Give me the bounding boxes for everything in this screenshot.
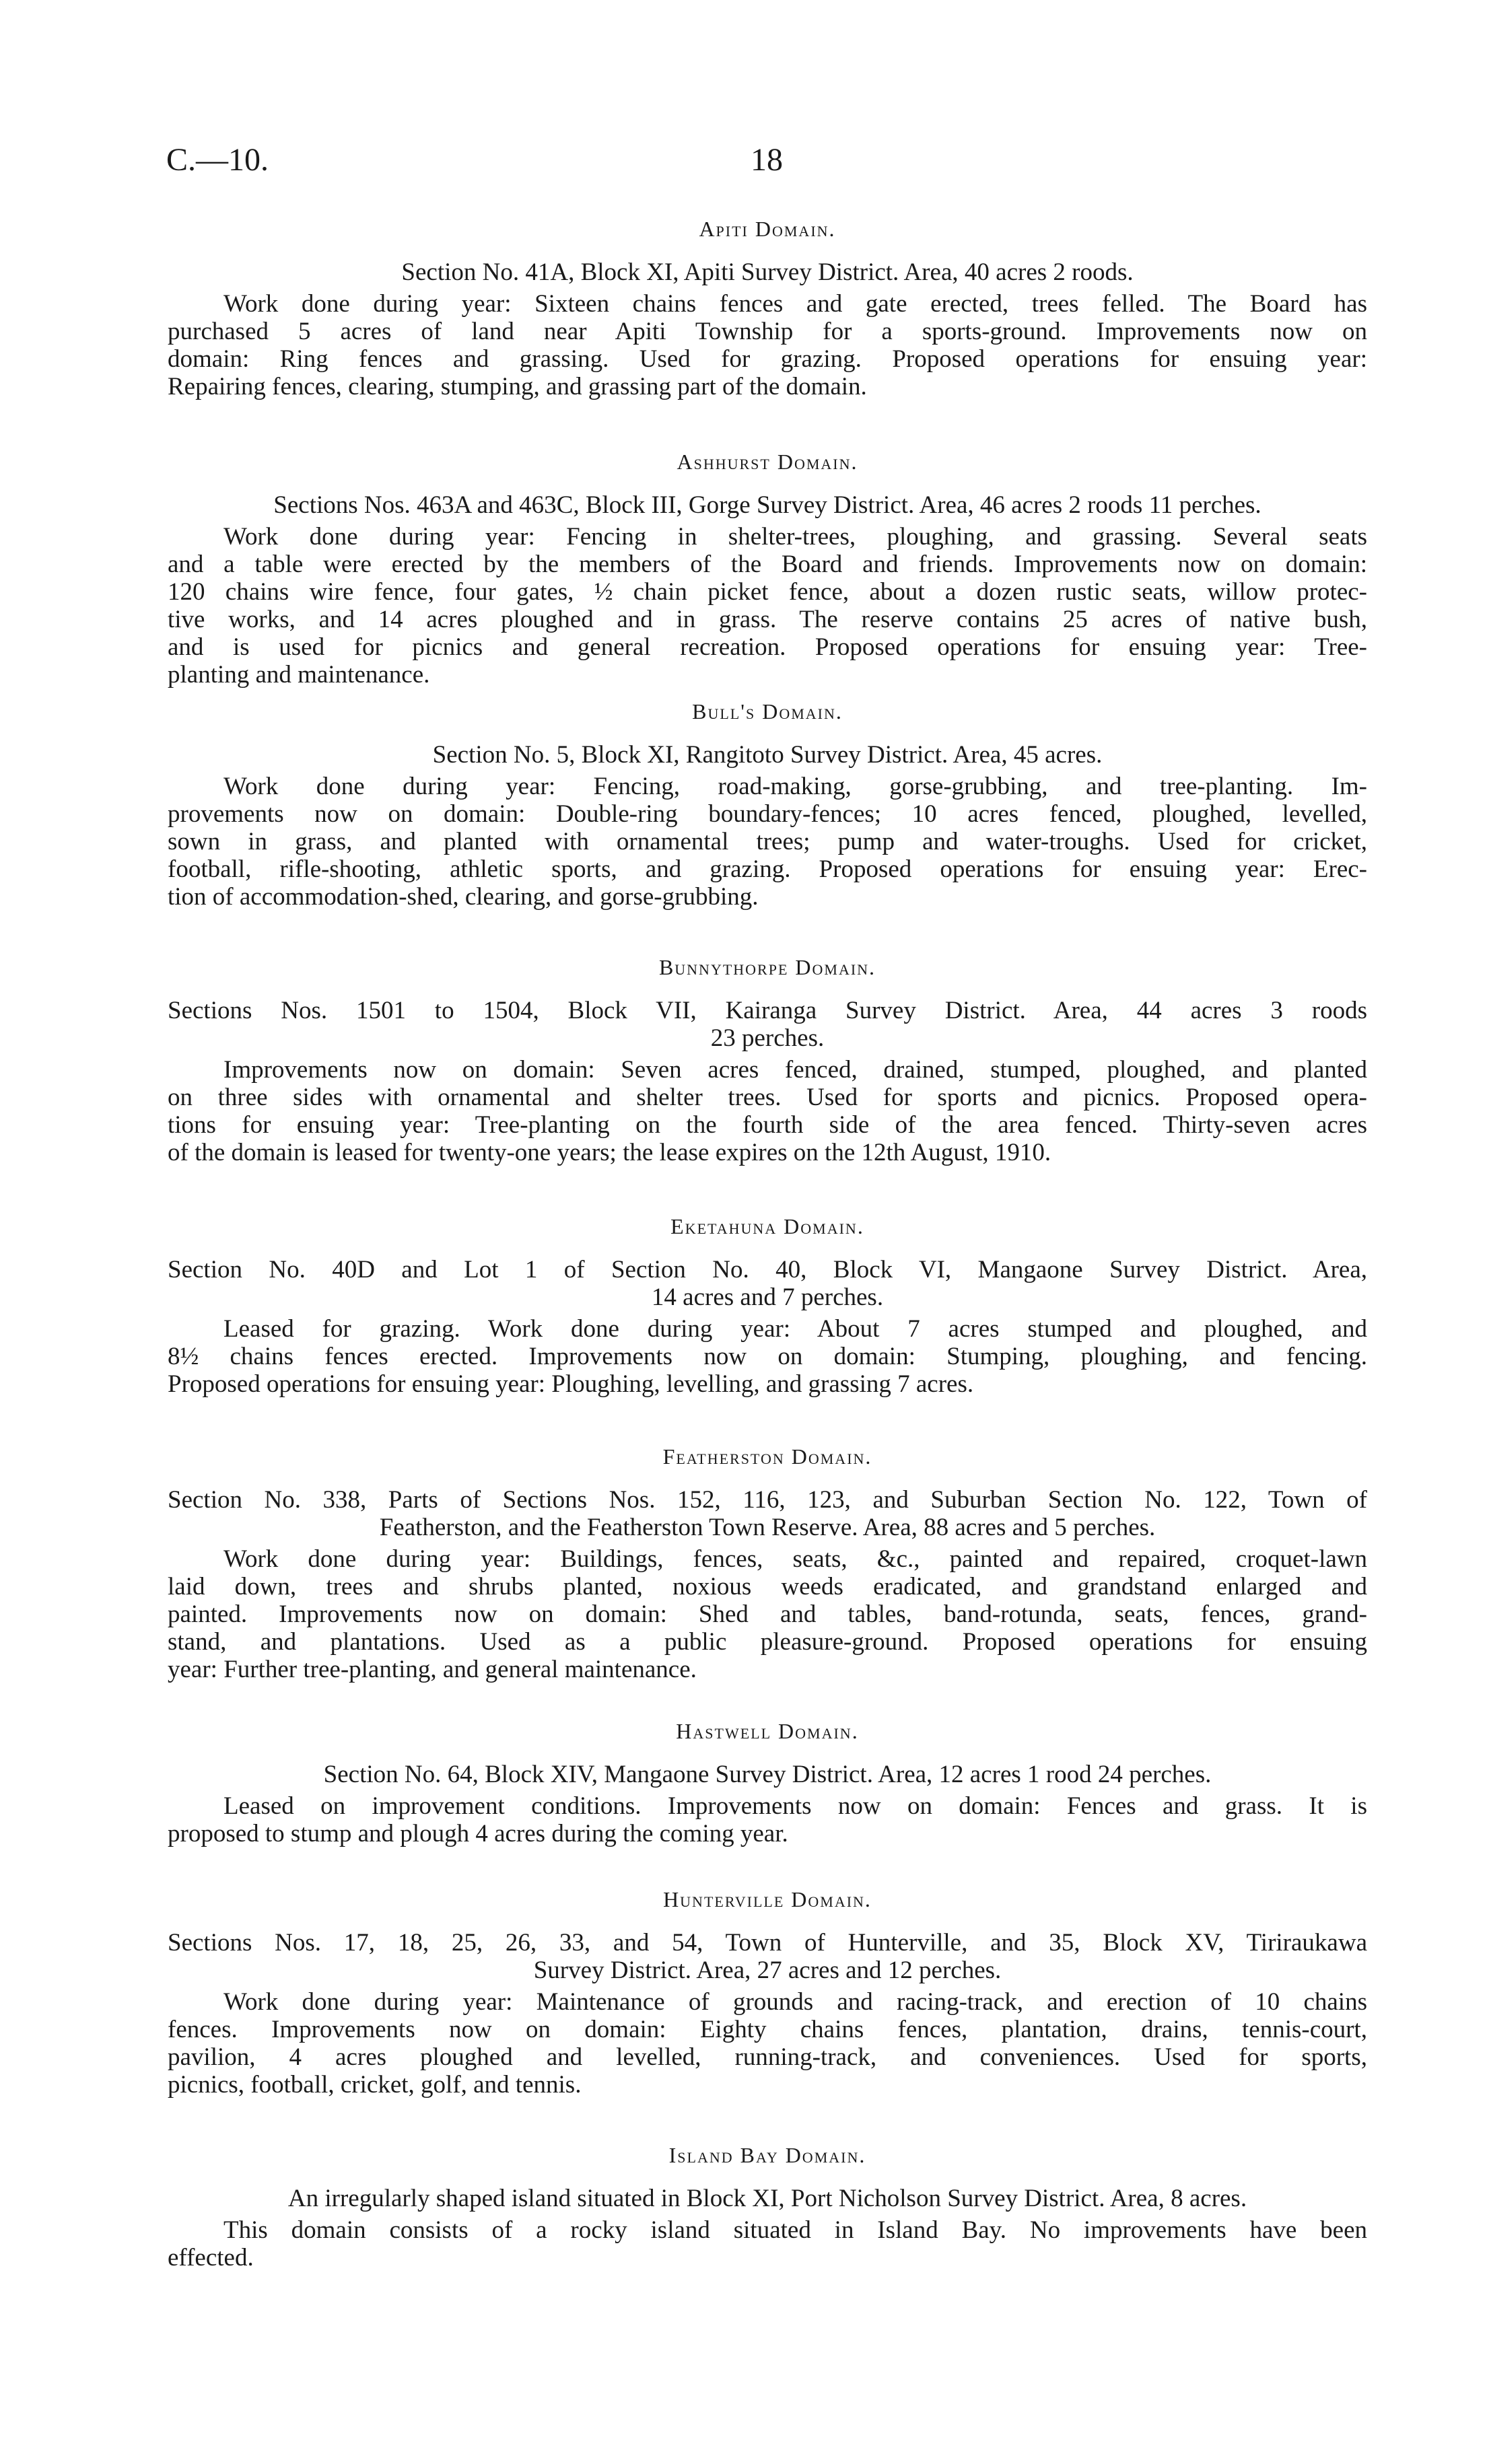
paragraph-line: painted. Improvements now on domain: Shed and tables, band-rotunda, seats, fences, grand- — [168, 1600, 1367, 1628]
section-location — [168, 258, 1367, 286]
paragraph-line: Leased on improvement conditions. Improvements now on domain: Fences and grass. It is — [223, 1792, 1367, 1820]
section-location — [168, 741, 1367, 769]
paragraph-line: tion of accommodation-shed, clearing, and gorse-grubbing. — [168, 883, 759, 911]
section-location — [168, 1486, 1367, 1541]
paragraph-line: fences. Improvements now on domain: Eighty chains fences, plantation, drains, tennis-court, — [168, 2016, 1367, 2043]
section-location — [168, 1761, 1367, 1788]
paragraph-line: laid down, trees and shrubs planted, noxious weeds eradicated, and grandstand enlarged and — [168, 1573, 1367, 1600]
section-heading: Bunnythorpe Domain. — [658, 955, 876, 979]
paragraph-line: Work done during year: Fencing, road-making, gorse-grubbing, and tree-planting. Im- — [223, 773, 1367, 800]
domain-section — [168, 1718, 1367, 1847]
paragraph-line: Repairing fences, clearing, stumping, and grassing part of the domain. — [168, 373, 867, 400]
section-paragraph — [168, 1988, 1367, 2099]
paragraph-line: purchased 5 acres of land near Apiti Township for a sports-ground. Improvements now on — [168, 318, 1367, 345]
section-paragraph — [168, 773, 1367, 911]
section-location — [168, 2185, 1367, 2212]
location-line: Section No. 338, Parts of Sections Nos. 152, 116, 123, and Suburban Section No. 122, Town of — [168, 1486, 1367, 1514]
paragraph-line: picnics, football, cricket, golf, and tennis. — [168, 2071, 582, 2099]
domain-section — [168, 1443, 1367, 1683]
location-line: Sections Nos. 1501 to 1504, Block VII, Kairanga Survey District. Area, 44 acres 3 roods — [168, 997, 1367, 1024]
section-paragraph — [168, 523, 1367, 689]
paragraph-line: and is used for picnics and general recreation. Proposed operations for ensuing year: Tree- — [168, 633, 1367, 661]
section-paragraph — [168, 1545, 1367, 1683]
paragraph-line: sown in grass, and planted with ornamental trees; pump and water-troughs. Used for cricket, — [168, 828, 1367, 855]
domain-section — [168, 1886, 1367, 2099]
section-heading: Featherston Domain. — [662, 1444, 872, 1469]
domain-section — [168, 1213, 1367, 1398]
section-heading: Ashhurst Domain. — [677, 450, 858, 474]
paragraph-line: domain: Ring fences and grassing. Used for grazing. Proposed operations for ensuing year: — [168, 345, 1367, 373]
domain-section — [168, 698, 1367, 911]
paragraph-line: 120 chains wire fence, four gates, ½ chain picket fence, about a dozen rustic seats, willow protec- — [168, 578, 1367, 606]
paragraph-line: effected. — [168, 2244, 254, 2272]
location-line: Survey District. Area, 27 acres and 12 perches. — [533, 1957, 1002, 1984]
document-reference: C.—10. — [166, 142, 269, 178]
section-heading: Island Bay Domain. — [668, 2143, 866, 2167]
section-location — [168, 997, 1367, 1052]
section-paragraph — [168, 290, 1367, 400]
location-line: Section No. 64, Block XIV, Mangaone Survey District. Area, 12 acres 1 rood 24 perches. — [323, 1761, 1212, 1788]
location-line: Section No. 40D and Lot 1 of Section No. 40, Block VI, Mangaone Survey District. Area, — [168, 1256, 1367, 1283]
paragraph-line: Work done during year: Sixteen chains fences and gate erected, trees felled. The Board has — [223, 290, 1367, 318]
location-line: 23 perches. — [710, 1024, 825, 1052]
paragraph-line: stand, and plantations. Used as a public pleasure-ground. Proposed operations for ensuing — [168, 1628, 1367, 1656]
location-line: An irregularly shaped island situated in Block XI, Port Nicholson Survey District. Area, 8 acres. — [287, 2185, 1247, 2212]
paragraph-line: Leased for grazing. Work done during year: About 7 acres stumped and ploughed, and — [223, 1315, 1367, 1343]
paragraph-line: 8½ chains fences erected. Improvements now on domain: Stumping, ploughing, and fencing. — [168, 1343, 1367, 1370]
domain-section — [168, 954, 1367, 1166]
section-paragraph — [168, 1315, 1367, 1398]
paragraph-line: Work done during year: Maintenance of grounds and racing-track, and erection of 10 chains — [223, 1988, 1367, 2016]
paragraph-line: and a table were erected by the members of the Board and friends. Improvements now on domain: — [168, 551, 1367, 578]
paragraph-line: Improvements now on domain: Seven acres fenced, drained, stumped, ploughed, and planted — [223, 1056, 1367, 1084]
paragraph-line: football, rifle-shooting, athletic sports, and grazing. Proposed operations for ensuing year: Erec- — [168, 855, 1367, 883]
section-paragraph — [168, 1056, 1367, 1166]
section-heading: Eketahuna Domain. — [670, 1214, 864, 1238]
section-location — [168, 1929, 1367, 1984]
location-line: Sections Nos. 463A and 463C, Block III, Gorge Survey District. Area, 46 acres 2 roods 11 perches. — [273, 491, 1261, 519]
domain-section — [168, 215, 1367, 400]
paragraph-line: pavilion, 4 acres ploughed and levelled, running-track, and conveniences. Used for sports, — [168, 2043, 1367, 2071]
paragraph-line: Work done during year: Buildings, fences, seats, &c., painted and repaired, croquet-lawn — [223, 1545, 1367, 1573]
location-line: Section No. 5, Block XI, Rangitoto Survey District. Area, 45 acres. — [432, 741, 1103, 769]
section-paragraph — [168, 2216, 1367, 2272]
section-heading: Hastwell Domain. — [676, 1719, 859, 1743]
domain-section — [168, 448, 1367, 689]
paragraph-line: This domain consists of a rocky island situated in Island Bay. No improvements have been — [223, 2216, 1367, 2244]
location-line: Sections Nos. 17, 18, 25, 26, 33, and 54, Town of Hunterville, and 35, Block XV, Tiriraukawa — [168, 1929, 1367, 1957]
page-number: 18 — [751, 142, 783, 178]
paragraph-line: of the domain is leased for twenty-one years; the lease expires on the 12th August, 1910. — [168, 1139, 1051, 1166]
section-location — [168, 1256, 1367, 1311]
location-line: Section No. 41A, Block XI, Apiti Survey District. Area, 40 acres 2 roods. — [401, 258, 1134, 286]
section-heading: Hunterville Domain. — [663, 1887, 872, 1911]
paragraph-line: planting and maintenance. — [168, 661, 430, 689]
paragraph-line: proposed to stump and plough 4 acres during the coming year. — [168, 1820, 788, 1847]
location-line: 14 acres and 7 perches. — [651, 1283, 884, 1311]
section-paragraph — [168, 1792, 1367, 1847]
paragraph-line: tions for ensuing year: Tree-planting on the fourth side of the area fenced. Thirty-seven acres — [168, 1111, 1367, 1139]
domain-section — [168, 2142, 1367, 2272]
paragraph-line: year: Further tree-planting, and general maintenance. — [168, 1656, 697, 1683]
location-line: Featherston, and the Featherston Town Reserve. Area, 88 acres and 5 perches. — [379, 1514, 1156, 1541]
section-location — [168, 491, 1367, 519]
paragraph-line: provements now on domain: Double-ring boundary-fences; 10 acres fenced, ploughed, levelled, — [168, 800, 1367, 828]
paragraph-line: on three sides with ornamental and shelter trees. Used for sports and picnics. Proposed opera- — [168, 1084, 1367, 1111]
paragraph-line: tive works, and 14 acres ploughed and in grass. The reserve contains 25 acres of native bush, — [168, 606, 1367, 633]
paragraph-line: Work done during year: Fencing in shelter-trees, ploughing, and grassing. Several seats — [223, 523, 1367, 551]
section-heading: Apiti Domain. — [699, 217, 836, 241]
paragraph-line: Proposed operations for ensuing year: Ploughing, levelling, and grassing 7 acres. — [168, 1370, 974, 1398]
section-heading: Bull's Domain. — [692, 699, 843, 724]
